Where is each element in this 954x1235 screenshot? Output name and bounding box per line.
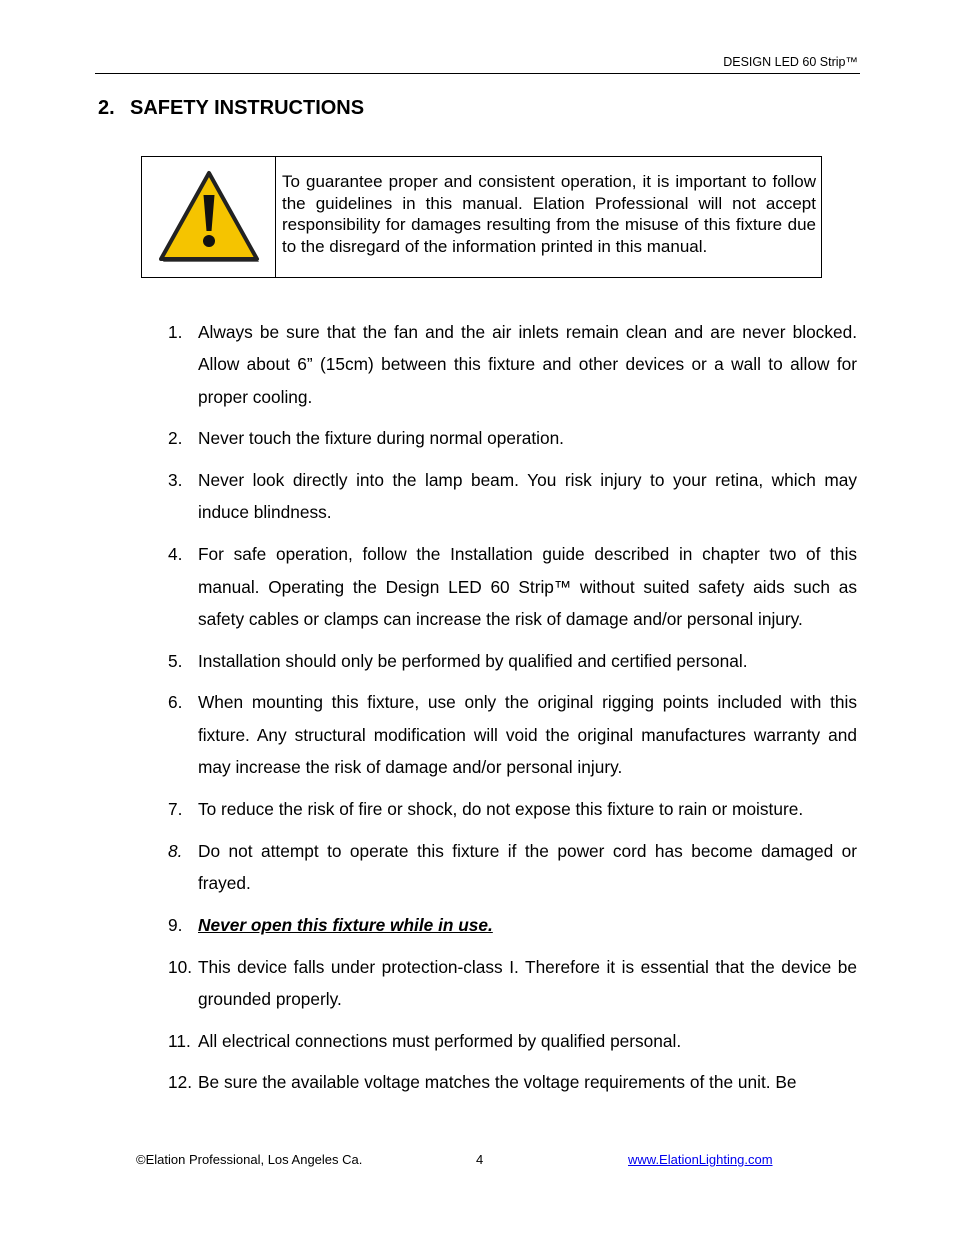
website-link[interactable]: www.ElationLighting.com [628,1152,773,1167]
running-header: DESIGN LED 60 Strip™ [723,55,858,69]
warning-box [141,156,822,278]
list-item: 7. To reduce the risk of fire or shock, do not expose this fixture to rain or moisture. [168,798,804,819]
list-item: 1. Always be sure that the fan and the air inlets remain clean and are never blocked. Allow about 6” (15cm) between this fixture and other devices or a wall to allow for proper cooling. [168,322,857,407]
safety-instructions-list [168,316,857,1108]
list-item: 5. Installation should only be performed by qualified and certified personal. [168,650,748,671]
section-title: SAFETY INSTRUCTIONS [130,97,365,119]
warning-triangle-icon [157,169,261,265]
list-item: 8. Do not attempt to operate this fixture if the power cord has become damaged or frayed. [168,840,857,893]
warning-icon-cell [142,157,276,277]
list-item: 10. This device falls under protection-class I. Therefore it is essential that the device be grounded properly. [168,956,857,1009]
page-number: 4 [476,1152,484,1167]
list-item: 9. Never open this fixture while in use. [168,914,493,935]
list-item: 3. Never look directly into the lamp beam. You risk injury to your retina, which may induce blindness. [168,470,857,523]
list-item: 12. Be sure the available voltage matches the voltage requirements of the unit. Be [168,1072,797,1093]
section-heading [98,97,364,120]
list-item: 4. For safe operation, follow the Installation guide described in chapter two of this manual. Operating the Design LED 60 Strip™ without suited safety aids such as safety cables or clamps can increase the risk of damage and/or personal injury. [168,544,857,629]
list-item: 2. Never touch the fixture during normal operation. [168,428,564,449]
emphasized-warning: Never open this fixture while in use. [198,914,493,935]
list-item: 6. When mounting this fixture, use only the original rigging points included with this fixture. Any structural modification will void the original manufactures warranty and may increase the risk of damage and/or personal injury. [168,692,857,778]
section-number: 2. [98,97,115,119]
list-item: 11. All electrical connections must performed by qualified personal. [168,1030,682,1051]
footer-copyright: ©Elation Professional, Los Angeles Ca. [136,1152,363,1167]
warning-text: To guarantee proper and consistent operation, it is important to follow the guidelines in this manual. Elation Professional will not accept responsibility for damages resulting from the misuse of this fixture due to the disregard of the information printed in this manual. [282,172,816,256]
header-divider [95,73,860,74]
